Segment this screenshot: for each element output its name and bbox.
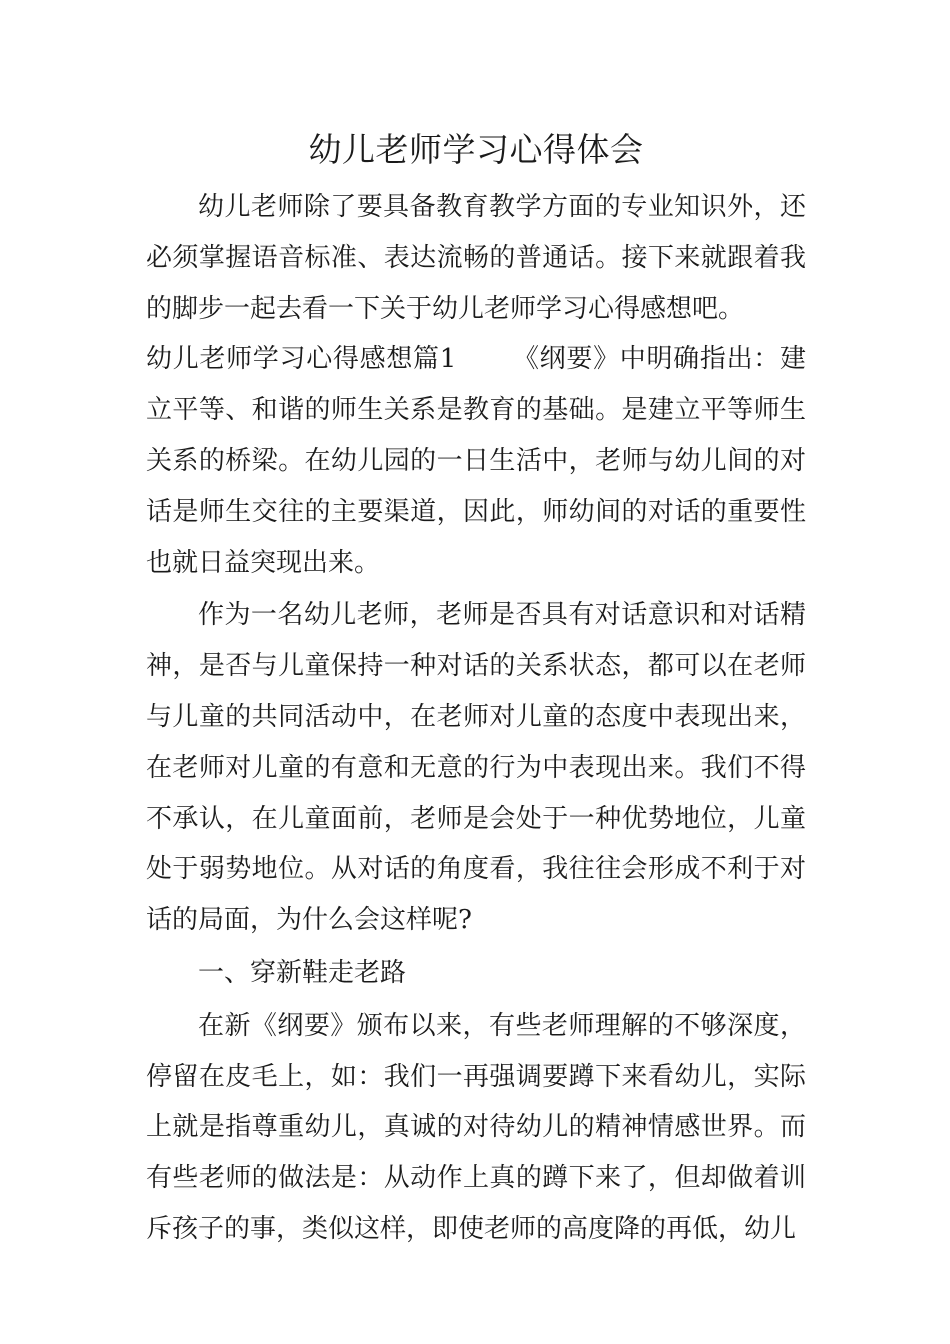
section-1-lead: 《纲要》中明确指出：建立平等、和谐的师生关系是教育的基础。是建立平等师生关系的桥梁。在幼儿园的一日生活中，老师与幼儿间的对话是师生交往的主要渠道，因此，师幼间的对话的重要性也就日益突现出来。: [146, 344, 806, 578]
document-page: [146, 118, 806, 1255]
section-1-paragraph: [146, 334, 806, 588]
section-1-label: 幼儿老师学习心得感想篇1: [146, 344, 457, 375]
paragraph-3: 在新《纲要》颁布以来，有些老师理解的不够深度，停留在皮毛上，如：我们一再强调要蹲下来看幼儿，实际上就是指尊重幼儿，真诚的对待幼儿的精神情感世界。而有些老师的做法是：从动作上真的蹲下来了，但却做着训斥孩子的事，类似这样，即使老师的高度降的再低，幼儿: [146, 1010, 806, 1244]
document-title: 幼儿老师学习心得体会: [308, 130, 644, 169]
paragraph-2: 作为一名幼儿老师，老师是否具有对话意识和对话精神，是否与儿童保持一种对话的关系状态，都可以在老师与儿童的共同活动中，在老师对儿童的态度中表现出来，在老师对儿童的有意和无意的行为中表现出来。我们不得不承认，在儿童面前，老师是会处于一种优势地位，儿童处于弱势地位。从对话的角度看，我往往会形成不利于对话的局面，为什么会这样呢?: [146, 600, 806, 936]
intro-paragraph: 幼儿老师除了要具备教育教学方面的专业知识外，还必须掌握语音标准、表达流畅的普通话。接下来就跟着我的脚步一起去看一下关于幼儿老师学习心得感想吧。: [146, 192, 806, 324]
heading-1: 一、穿新鞋走老路: [198, 957, 407, 988]
